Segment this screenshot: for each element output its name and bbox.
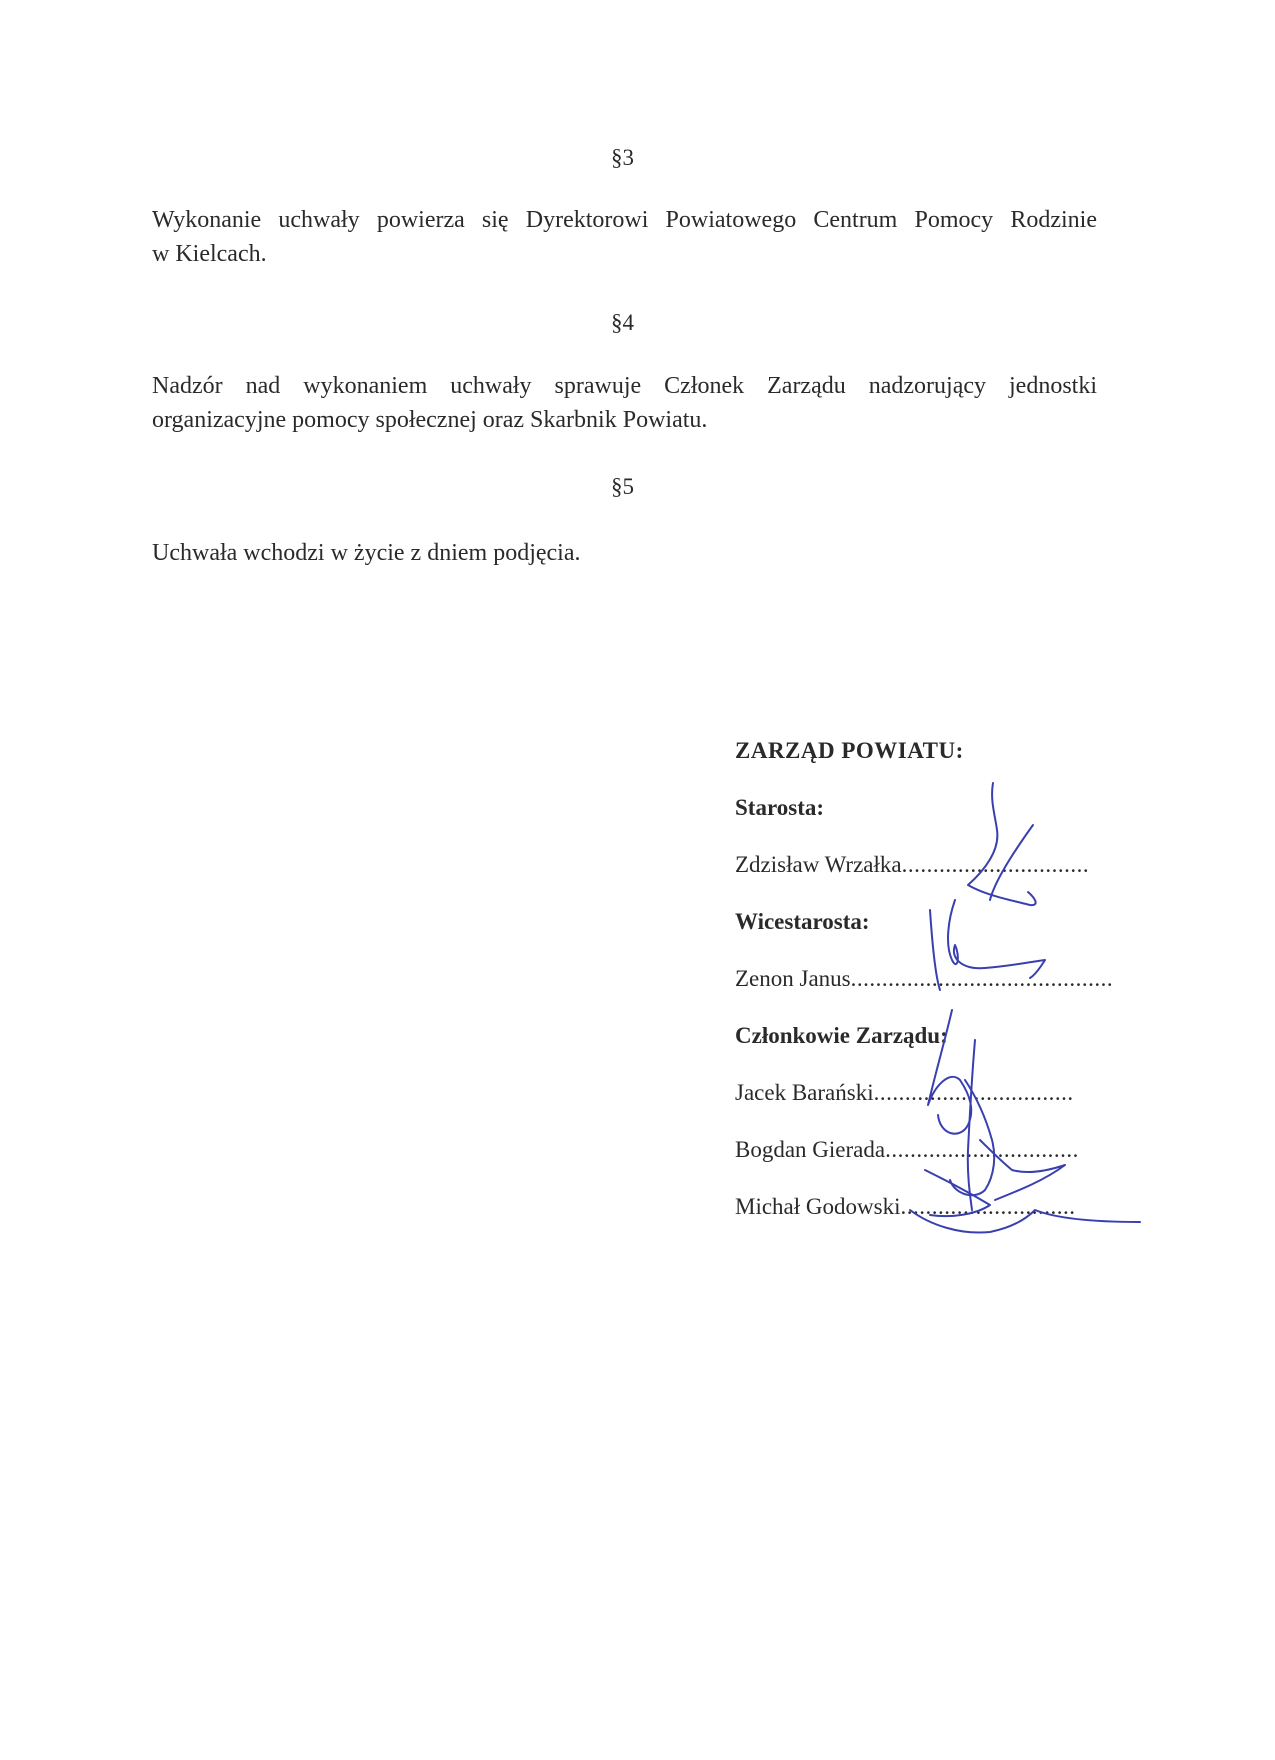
starosta-label: Starosta:	[735, 795, 825, 820]
wicestarosta-label: Wicestarosta:	[735, 909, 870, 934]
paragraph-line: organizacyjne pomocy społecznej oraz Skarbnik Powiatu.	[152, 407, 708, 433]
members-label: Członkowie Zarządu:	[735, 1023, 948, 1048]
signature-line: ...............................	[885, 1137, 1079, 1162]
board-signature-block	[735, 738, 1155, 1251]
member-name: Jacek Barański	[735, 1080, 874, 1105]
member-name: Michał Godowski	[735, 1194, 901, 1219]
section-4-paragraph	[152, 369, 1097, 437]
signature-line: ..........................................	[850, 966, 1114, 991]
section-mark-5: §5	[611, 474, 634, 499]
member-row	[735, 1080, 1155, 1137]
board-title: ZARZĄD POWIATU:	[735, 738, 964, 763]
wicestarosta-name: Zenon Janus	[735, 966, 851, 991]
member-row	[735, 1194, 1155, 1251]
section-mark-4: §4	[611, 310, 634, 335]
section-5-paragraph	[152, 536, 1097, 570]
starosta-row	[735, 852, 1155, 909]
paragraph-line: w Kielcach.	[152, 241, 267, 267]
wicestarosta-row	[735, 966, 1155, 1023]
paragraph-line: Wykonanie uchwały powierza się Dyrektorowi Powiatowego Centrum Pomocy Rodzinie	[152, 207, 1097, 233]
paragraph-line: Uchwała wchodzi w życie z dniem podjęcia.	[152, 540, 581, 566]
signature-line: ..............................	[901, 852, 1090, 877]
section-3-paragraph	[152, 203, 1097, 271]
member-row	[735, 1137, 1155, 1194]
starosta-name: Zdzisław Wrzałka	[735, 852, 902, 877]
section-mark-3: §3	[611, 145, 634, 170]
member-name: Bogdan Gierada	[735, 1137, 886, 1162]
paragraph-line: Nadzór nad wykonaniem uchwały sprawuje Członek Zarządu nadzorujący jednostki	[152, 373, 1097, 399]
signature-line: ............................	[900, 1194, 1076, 1219]
signature-line: ................................	[873, 1080, 1074, 1105]
